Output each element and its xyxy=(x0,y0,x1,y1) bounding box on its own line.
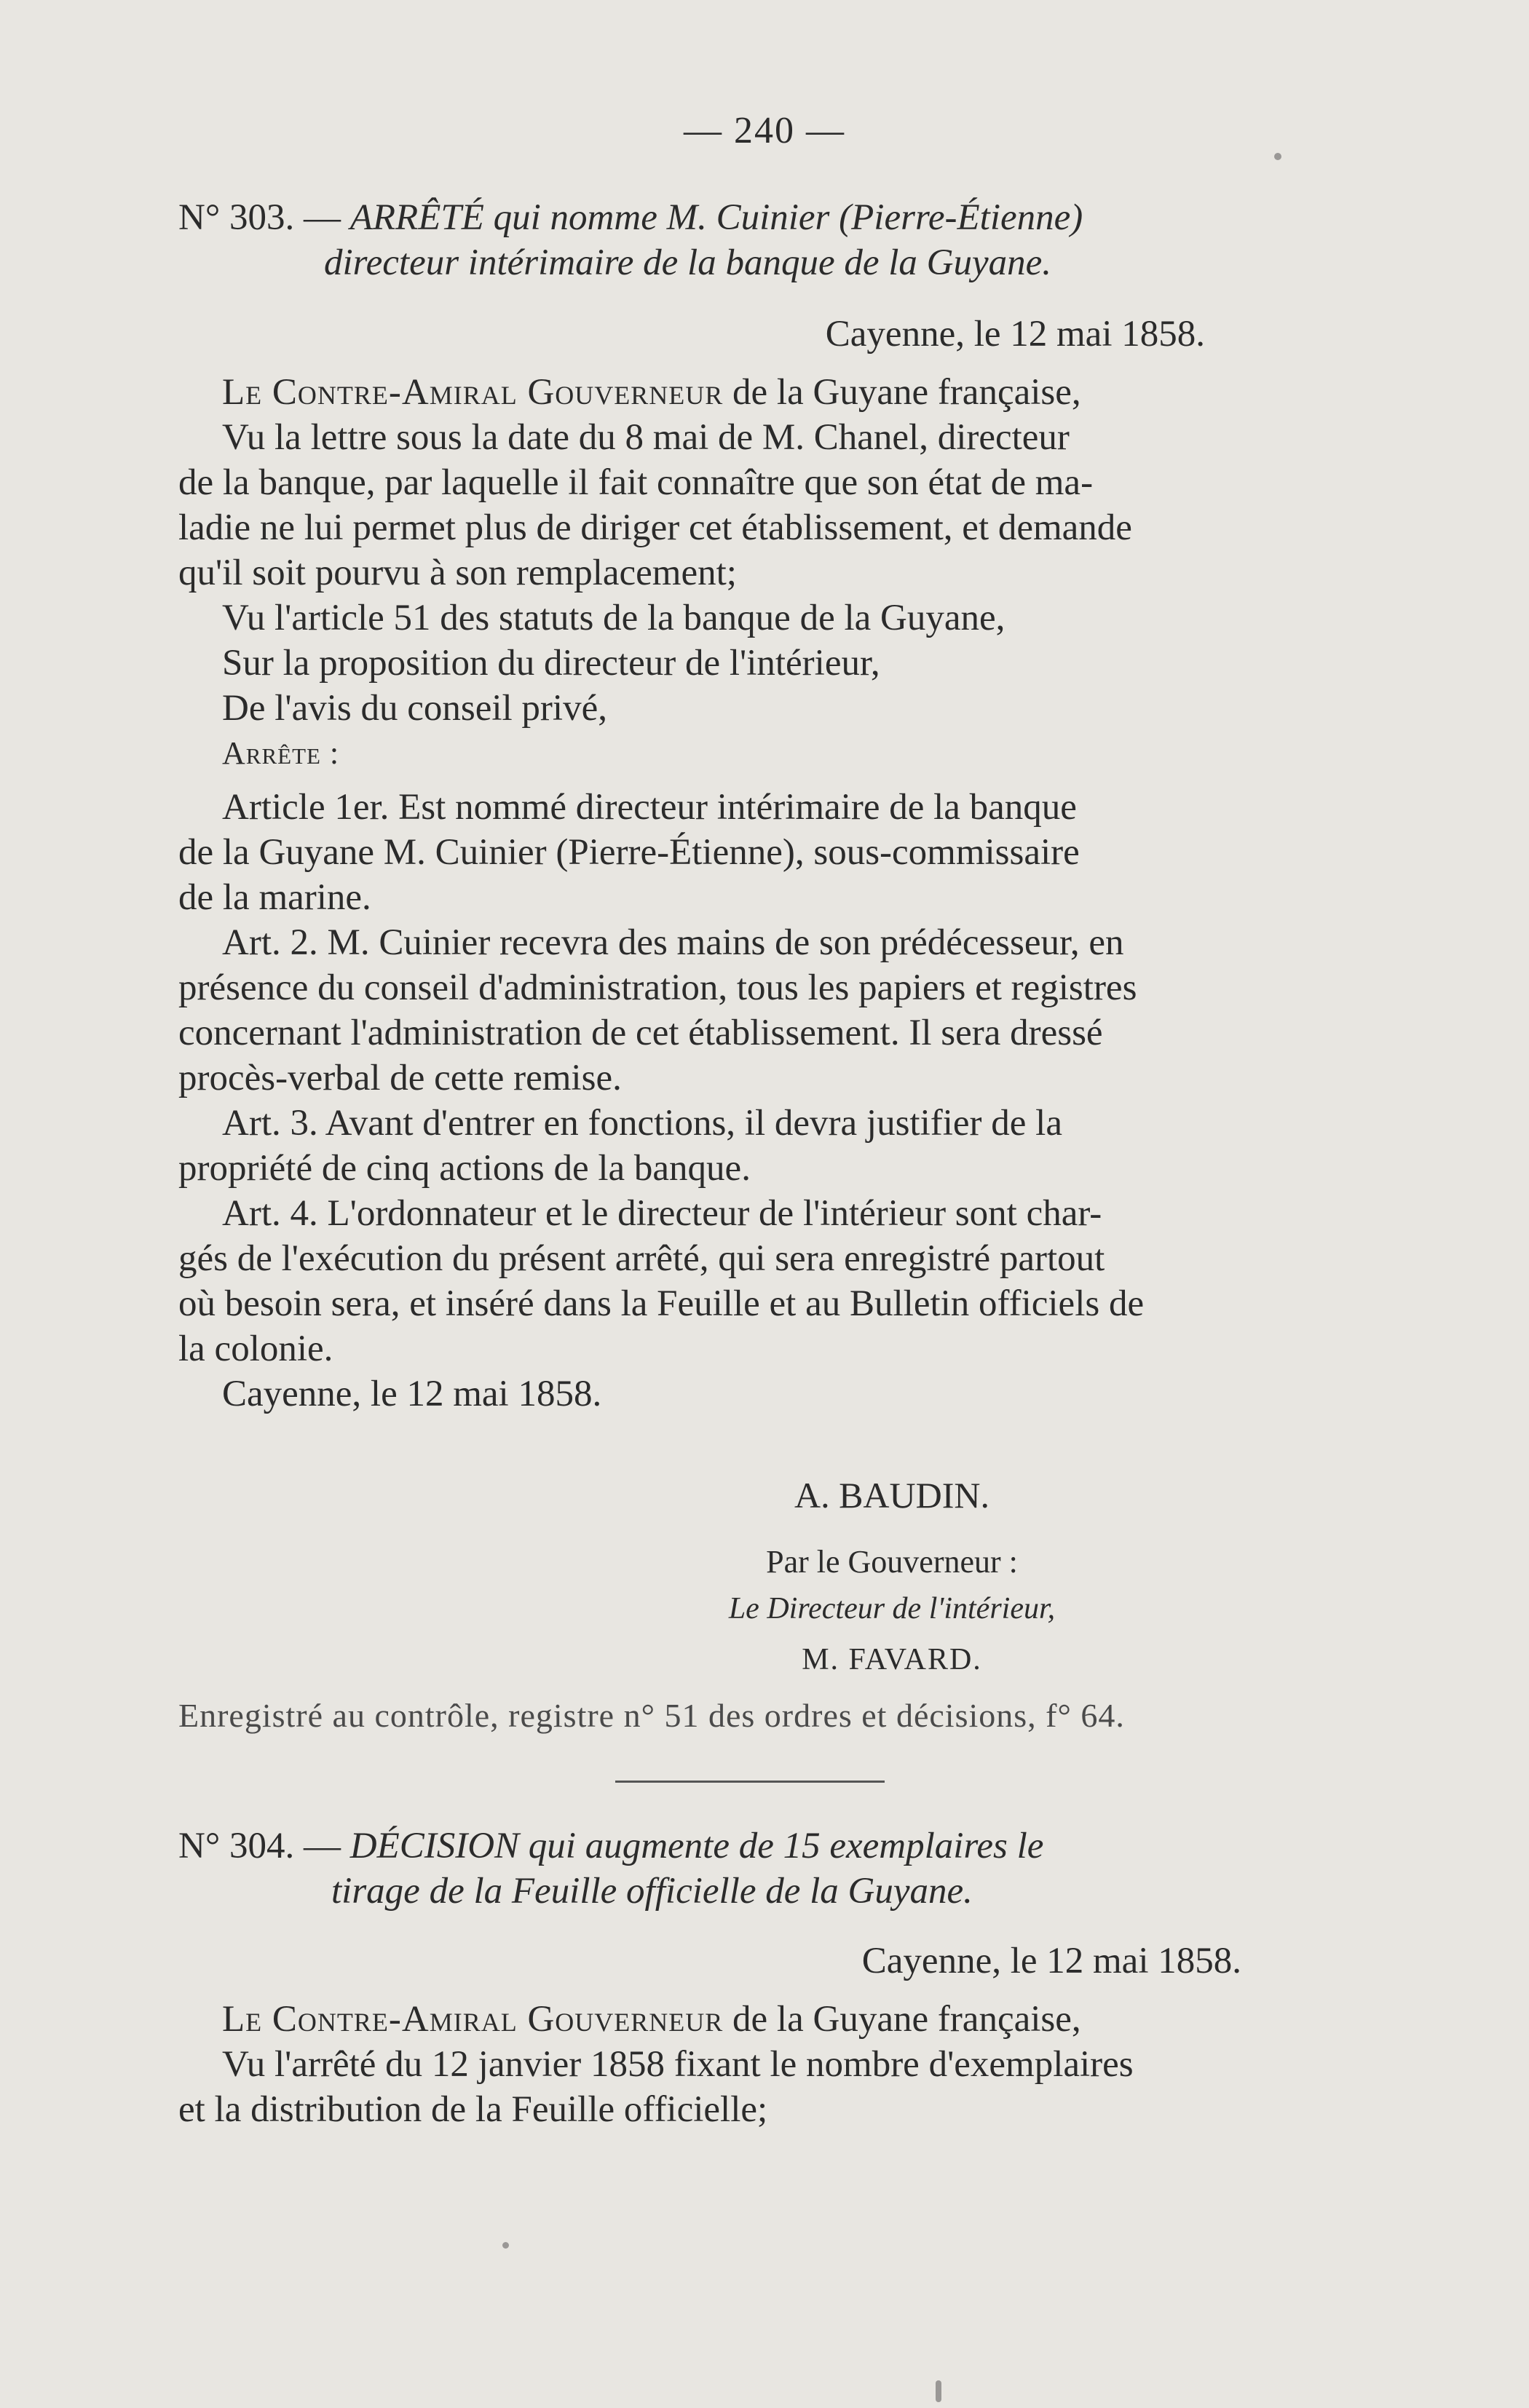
dateline: Cayenne, le 12 mai 1858. xyxy=(825,314,1205,355)
body-line: Sur la proposition du directeur de l'intérieur, xyxy=(222,643,880,684)
article-line: Article 1er. Est nommé directeur intérimaire de la banque xyxy=(222,787,1077,828)
article-line: de la Guyane M. Cuinier (Pierre-Étienne), sous-commissaire xyxy=(178,832,1080,873)
paper-speck xyxy=(1274,153,1281,160)
act-title: DÉCISION qui augmente de 15 exemplaires le xyxy=(349,1826,1044,1866)
registration-note: Enregistré au contrôle, registre n° 51 des ordres et décisions, f° 64. xyxy=(178,1697,1125,1734)
body-line: qu'il soit pourvu à son remplacement; xyxy=(178,553,737,593)
article-line: Art. 2. M. Cuinier recevra des mains de son prédécesseur, en xyxy=(222,922,1124,963)
article-line: où besoin sera, et inséré dans la Feuille et au Bulletin officiels de xyxy=(178,1283,1145,1324)
article-line: gés de l'exécution du présent arrêté, qui sera enregistré partout xyxy=(178,1238,1105,1279)
body-line: Vu l'arrêté du 12 janvier 1858 fixant le nombre d'exemplaires xyxy=(222,2044,1134,2085)
article-line: de la marine. xyxy=(178,877,371,918)
preamble: Le Contre-Amiral Gouverneur de la Guyane française, xyxy=(222,1999,1081,2040)
body-line: Vu l'article 51 des statuts de la banque de la Guyane, xyxy=(222,598,1005,638)
arrete-label: Arrête : xyxy=(222,735,340,771)
act-number: N° 303. xyxy=(178,197,295,238)
paper-speck xyxy=(936,2380,941,2402)
separator-rule xyxy=(615,1781,885,1783)
article-line: présence du conseil d'administration, tous les papiers et registres xyxy=(178,967,1137,1008)
countersignature: M. FAVARD. xyxy=(802,1643,982,1676)
act-304-body xyxy=(178,1997,1336,2132)
signature: A. BAUDIN. xyxy=(794,1475,990,1516)
dateline: Cayenne, le 12 mai 1858. xyxy=(861,1941,1241,1981)
body-line: de la banque, par laquelle il fait connaître que son état de ma- xyxy=(178,462,1094,503)
article-line: Art. 3. Avant d'entrer en fonctions, il devra justifier de la xyxy=(222,1103,1062,1144)
article-line: la colonie. xyxy=(178,1328,333,1369)
act-title-cont: directeur intérimaire de la banque de la Guyane. xyxy=(324,242,1051,283)
par-le-gouverneur: Par le Gouverneur : xyxy=(766,1544,1018,1580)
act-304-header: N° 304. — DÉCISION qui augmente de 15 exemplaires le tirage de la Feuille officielle de la Guyane. xyxy=(178,1823,1336,1914)
article-line: propriété de cinq actions de la banque. xyxy=(178,1148,751,1189)
act-number: N° 304. xyxy=(178,1826,295,1866)
body-line: Vu la lettre sous la date du 8 mai de M. Chanel, directeur xyxy=(222,417,1070,458)
paper-speck xyxy=(502,2242,509,2249)
act-title: ARRÊTÉ qui nomme M. Cuinier (Pierre-Étienne) xyxy=(349,197,1083,238)
body-line: ladie ne lui permet plus de diriger cet établissement, et demande xyxy=(178,507,1132,548)
body-line: et la distribution de la Feuille officielle; xyxy=(178,2089,768,2130)
article-line: concernant l'administration de cet établissement. Il sera dressé xyxy=(178,1013,1103,1053)
preamble: Le Contre-Amiral Gouverneur de la Guyane française, xyxy=(222,372,1081,413)
closing-date: Cayenne, le 12 mai 1858. xyxy=(222,1374,602,1414)
act-title-cont: tirage de la Feuille officielle de la Guyane. xyxy=(331,1871,973,1912)
act-303-header: N° 303. — ARRÊTÉ qui nomme M. Cuinier (Pierre-Étienne) directeur intérimaire de la banque de la Guyane. xyxy=(178,195,1336,285)
page-number: — 240 — xyxy=(684,110,845,151)
body-line: De l'avis du conseil privé, xyxy=(222,688,607,729)
directeur-title: Le Directeur de l'intérieur, xyxy=(728,1592,1056,1625)
act-303-body xyxy=(178,370,1336,1417)
article-line: Art. 4. L'ordonnateur et le directeur de l'intérieur sont char- xyxy=(222,1193,1102,1234)
article-line: procès-verbal de cette remise. xyxy=(178,1058,622,1098)
